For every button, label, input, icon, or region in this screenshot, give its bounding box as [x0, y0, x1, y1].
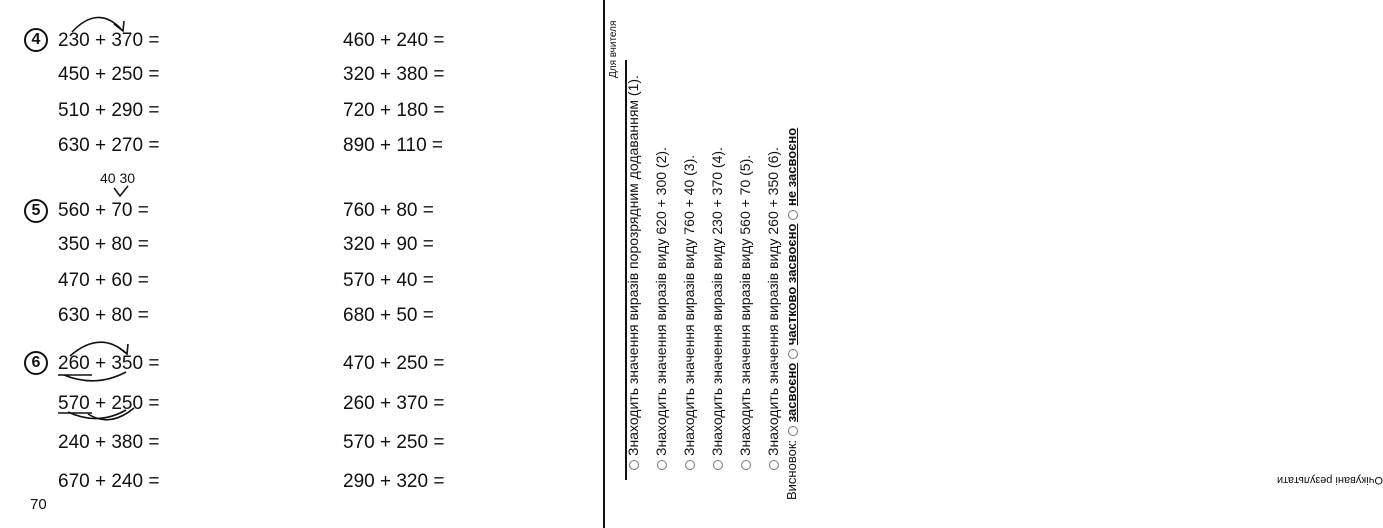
- conclusion-option: засвоєно: [784, 362, 799, 423]
- expression: 470 + 250 =: [343, 353, 445, 374]
- conclusion-option: частково засвоєно: [784, 223, 799, 346]
- expression: 320 + 90 =: [343, 234, 434, 255]
- expression: 290 + 320 =: [343, 471, 445, 492]
- criterion-6: Знаходить значення виразів виду 260 + 350 (6).: [765, 147, 781, 470]
- circle-icon: [741, 460, 751, 470]
- circle-icon: [788, 210, 798, 220]
- expression: 510 + 290 =: [58, 100, 160, 121]
- split-mark-icon: [114, 186, 128, 196]
- criterion-4: Знаходить значення виразів виду 230 + 370 (4).: [709, 147, 725, 470]
- expression: 560 + 70 =: [58, 200, 149, 221]
- expression: 570 + 250 =: [343, 432, 445, 453]
- circle-icon: [769, 460, 779, 470]
- expression: 320 + 380 =: [343, 64, 445, 85]
- expression: 460 + 240 =: [343, 30, 445, 51]
- expression: 630 + 270 =: [58, 135, 160, 156]
- expression: 260 + 350 =: [58, 353, 160, 374]
- expression: 680 + 50 =: [343, 305, 434, 326]
- expression: 230 + 370 =: [58, 30, 160, 51]
- for-teacher-label: Для вчителя: [608, 20, 619, 78]
- circle-icon: [788, 426, 798, 436]
- expression: 720 + 180 =: [343, 100, 445, 121]
- circle-icon: [788, 349, 798, 359]
- panel-border-left: [603, 0, 605, 528]
- circle-icon: [685, 460, 695, 470]
- expression: 570 + 40 =: [343, 270, 434, 291]
- circle-icon: [713, 460, 723, 470]
- expected-results-label: Очікувані результати: [1276, 474, 1383, 486]
- criterion-3: Знаходить значення виразів виду 760 + 40 (3).: [681, 155, 697, 470]
- expression: 350 + 80 =: [58, 234, 149, 255]
- expression: 670 + 240 =: [58, 471, 160, 492]
- expression: 890 + 110 =: [343, 135, 444, 156]
- criterion-2: Знаходить значення виразів виду 620 + 300 (2).: [653, 147, 669, 470]
- teacher-panel: [603, 0, 1383, 528]
- exercise-number-6: 6: [24, 351, 48, 375]
- expression: 760 + 80 =: [343, 200, 434, 221]
- exercise-number-4: 4: [24, 28, 48, 52]
- page-number: 70: [30, 496, 47, 513]
- circle-icon: [629, 460, 639, 470]
- conclusion: [784, 128, 799, 500]
- circle-icon: [657, 460, 667, 470]
- criterion-5: Знаходить значення виразів виду 560 + 70 (5).: [737, 155, 753, 470]
- criterion-1: Знаходить значення виразів порозрядним додаванням (1).: [625, 75, 641, 470]
- expression: 260 + 370 =: [343, 393, 445, 414]
- conclusion-label: Висновок:: [784, 439, 799, 500]
- expression: 450 + 250 =: [58, 64, 160, 85]
- exercise-number-5: 5: [24, 199, 48, 223]
- decomposition-hint: 40 30: [100, 170, 136, 186]
- conclusion-option: не засвоєно: [784, 127, 799, 206]
- expression: 470 + 60 =: [58, 270, 149, 291]
- expression: 630 + 80 =: [58, 305, 149, 326]
- expression: 570 + 250 =: [58, 393, 160, 414]
- expression: 240 + 380 =: [58, 432, 160, 453]
